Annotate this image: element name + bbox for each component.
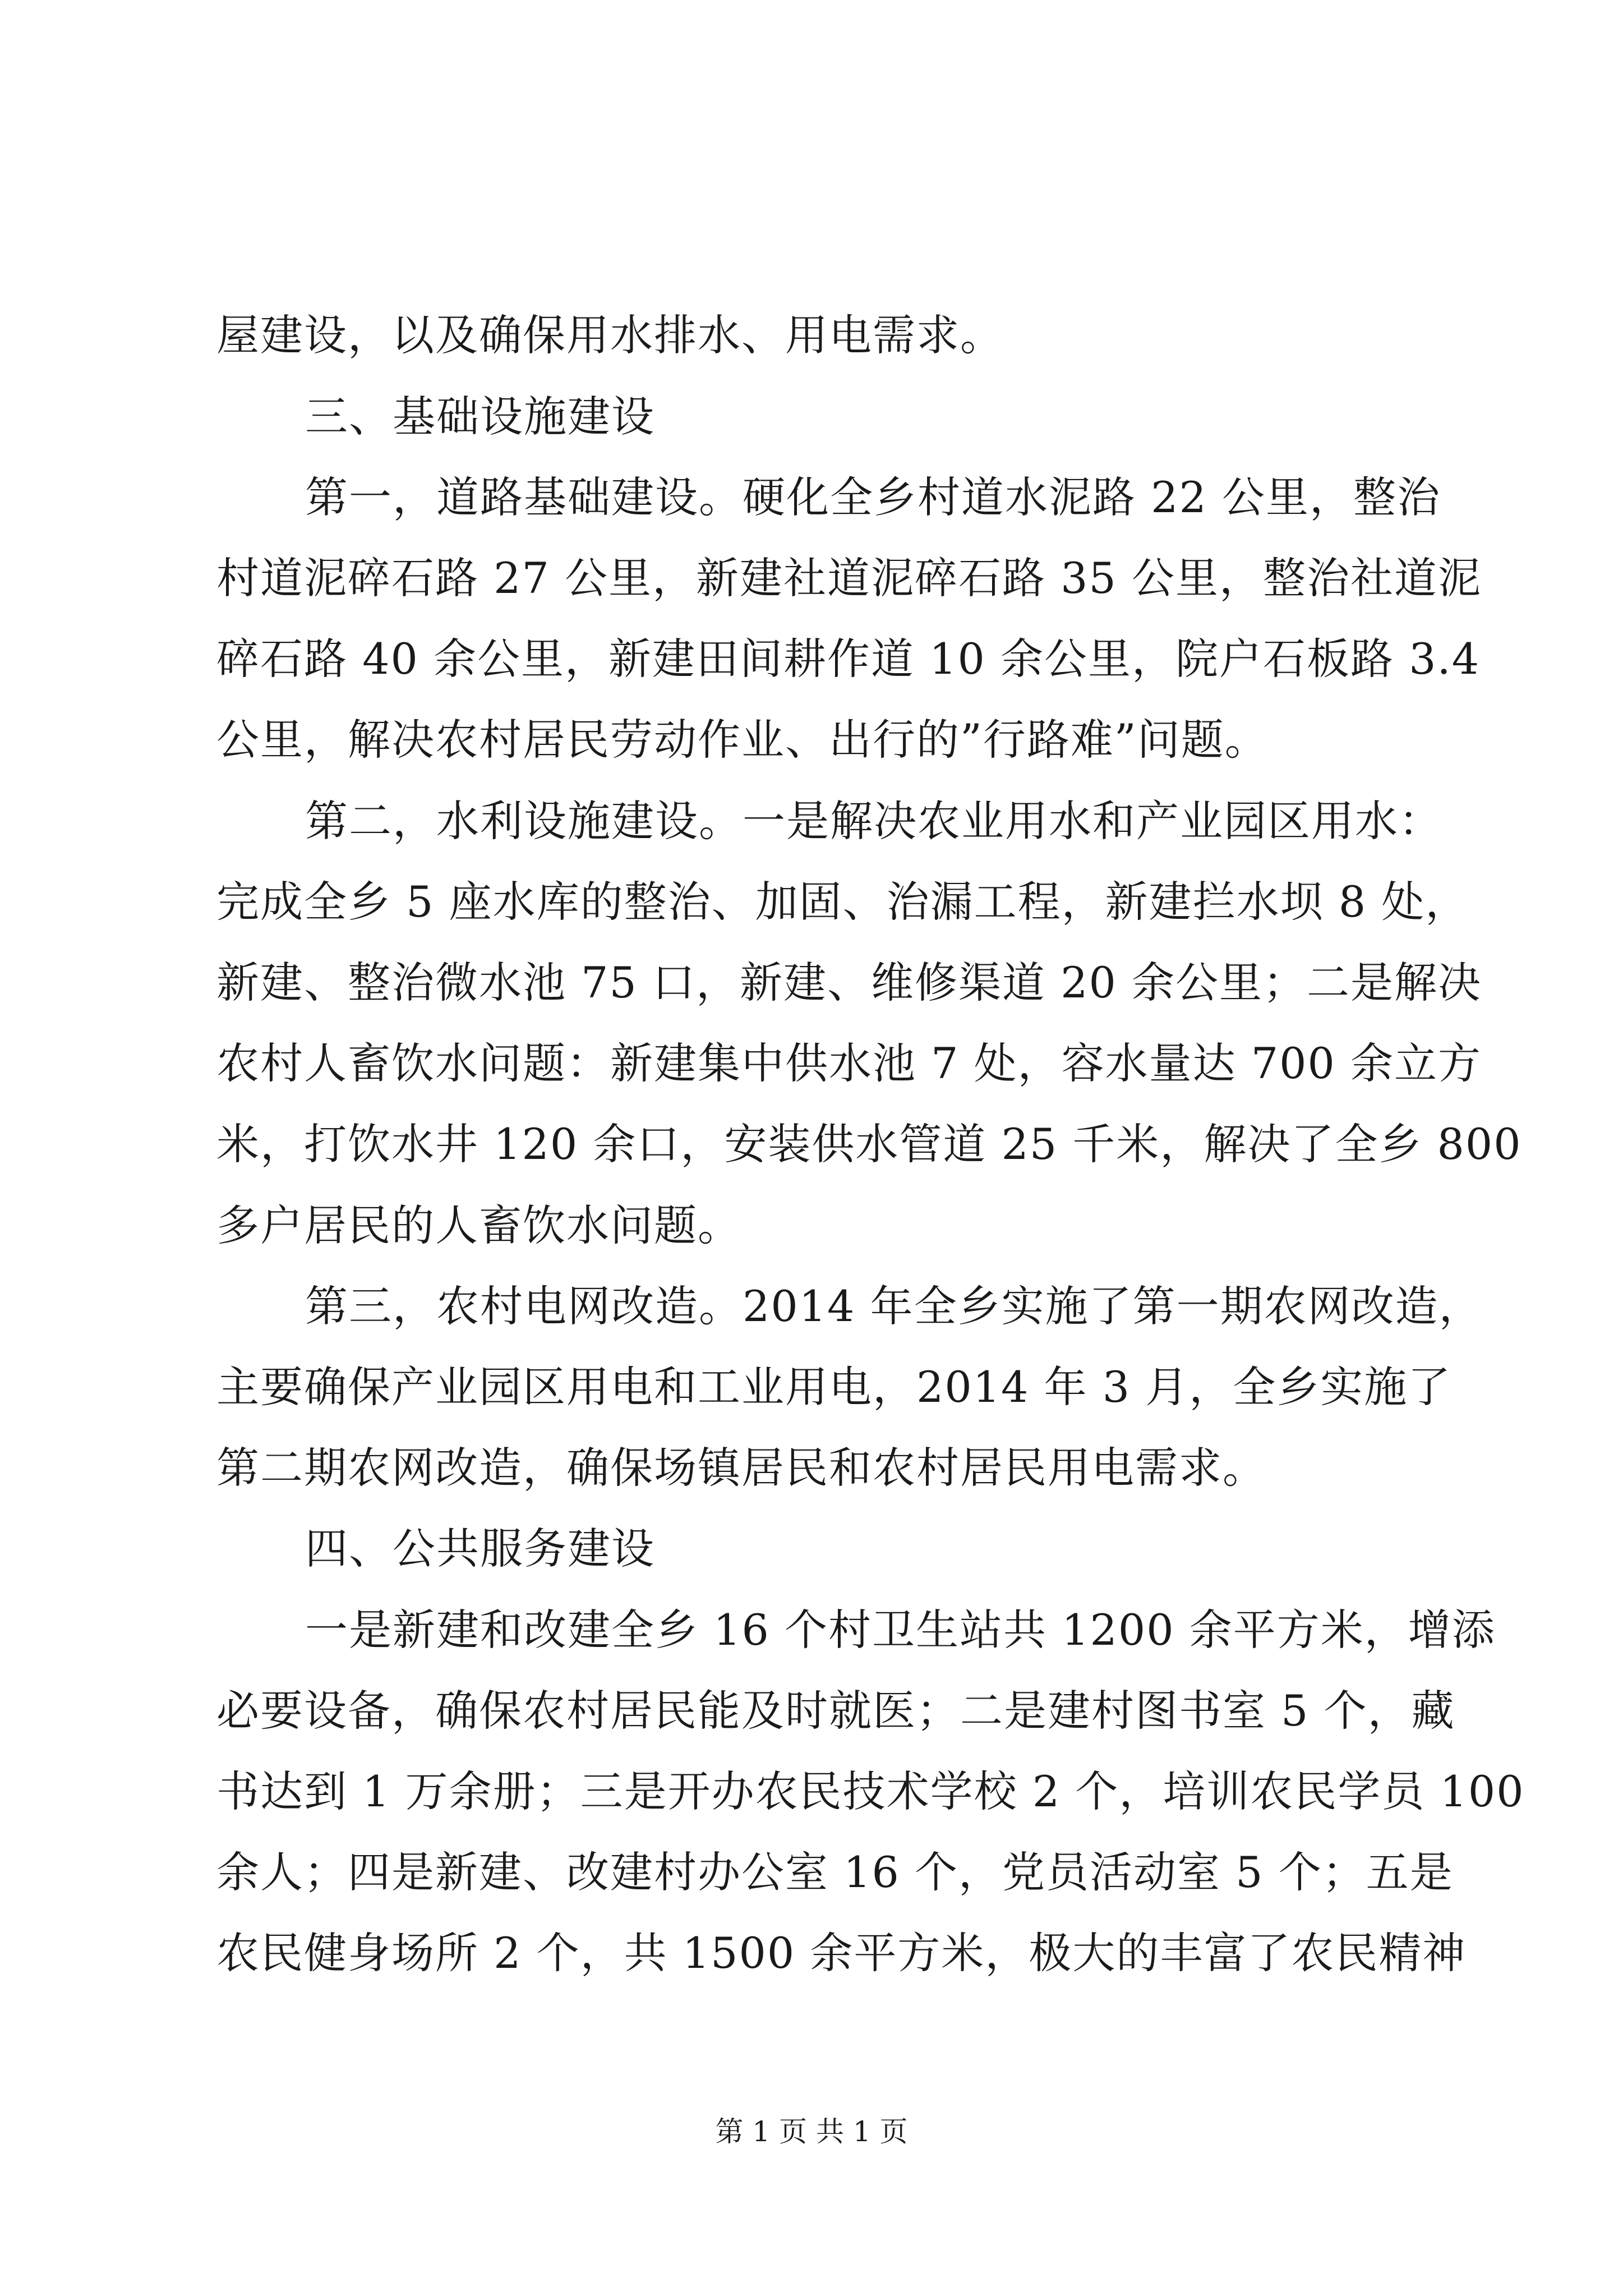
body-line-11: 米，打饮水井 120 余口，安装供水管道 25 千米，解决了全乡 800 (216, 1119, 1522, 1169)
body-line-3: 第一，道路基础建设。硬化全乡村道水泥路 22 公里，整治 (305, 472, 1441, 522)
body-line-1: 屋建设，以及确保用水排水、用电需求。 (216, 310, 1004, 360)
body-line-17: 一是新建和改建全乡 16 个村卫生站共 1200 余平方米，增添 (305, 1605, 1496, 1655)
body-line-9: 新建、整治微水池 75 口，新建、维修渠道 20 余公里；二是解决 (216, 958, 1482, 1007)
body-line-19: 书达到 1 万余册；三是开办农民技术学校 2 个，培训农民学员 100 (216, 1766, 1525, 1816)
body-line-10: 农村人畜饮水问题：新建集中供水池 7 处，容水量达 700 余立方 (216, 1038, 1482, 1088)
body-line-7: 第二，水利设施建设。一是解决农业用水和产业园区用水： (305, 796, 1442, 846)
body-line-21: 农民健身场所 2 个，共 1500 余平方米，极大的丰富了农民精神 (216, 1928, 1467, 1978)
body-line-5: 碎石路 40 余公里，新建田间耕作道 10 余公里，院户石板路 3.4 (216, 634, 1481, 684)
body-line-4: 村道泥碎石路 27 公里，新建社道泥碎石路 35 公里，整治社道泥 (216, 553, 1482, 603)
body-line-13: 第三，农村电网改造。2014 年全乡实施了第一期农网改造， (305, 1281, 1483, 1331)
body-line-18: 必要设备，确保农村居民能及时就医；二是建村图书室 5 个，藏 (216, 1686, 1455, 1736)
body-line-15: 第二期农网改造，确保场镇居民和农村居民用电需求。 (216, 1443, 1266, 1493)
body-line-14: 主要确保产业园区用电和工业用电，2014 年 3 月，全乡实施了 (216, 1362, 1452, 1412)
page-footer: 第 1 页 共 1 页 (715, 2115, 908, 2148)
body-line-12: 多户居民的人畜饮水问题。 (216, 1200, 741, 1250)
section-heading-infrastructure: 三、基础设施建设 (305, 392, 655, 441)
section-heading-public-services: 四、公共服务建设 (305, 1524, 655, 1573)
body-line-8: 完成全乡 5 座水库的整治、加固、治漏工程，新建拦水坝 8 处， (216, 877, 1469, 927)
body-line-6: 公里，解决农村居民劳动作业、出行的”行路难”问题。 (216, 715, 1269, 765)
body-line-20: 余人；四是新建、改建村办公室 16 个，党员活动室 5 个；五是 (216, 1847, 1454, 1897)
